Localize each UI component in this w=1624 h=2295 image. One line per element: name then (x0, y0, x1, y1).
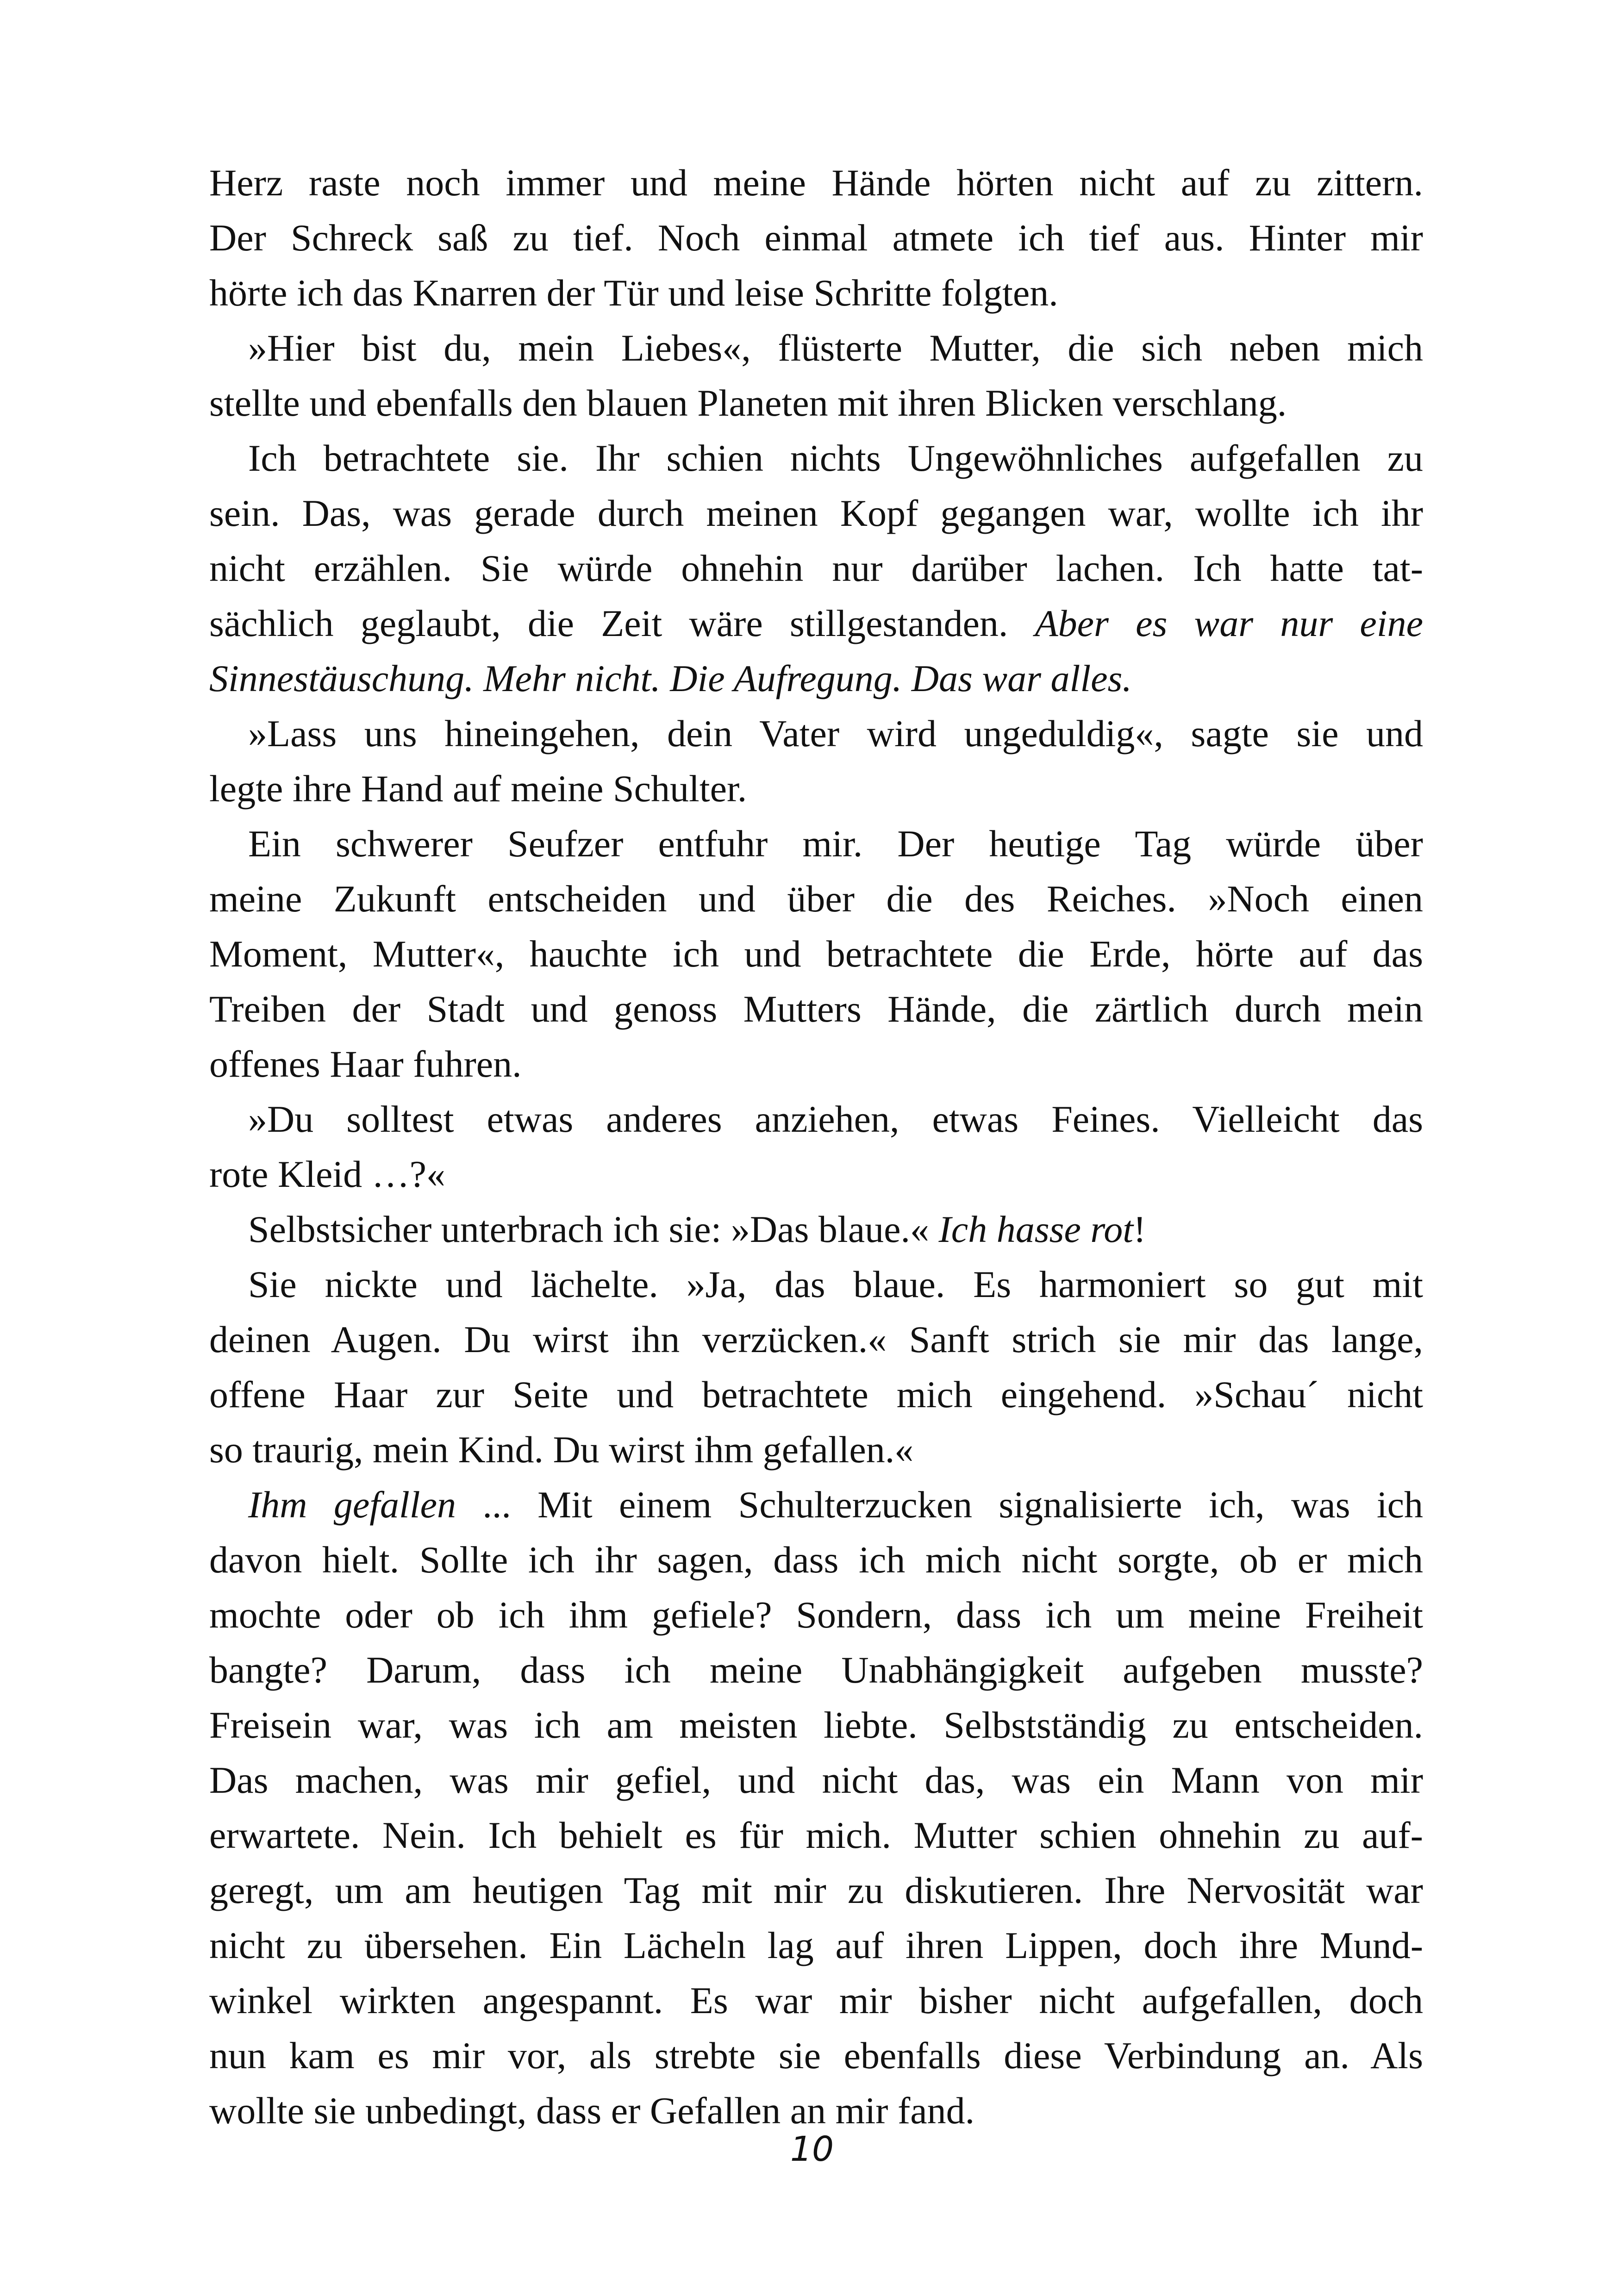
text-line: Herz raste noch immer und meine Hände hörten nicht auf zu zittern. (209, 162, 1423, 204)
italic-text: Aber es war nur eine (1035, 602, 1423, 644)
text-line: Ihm gefallen ... Mit einem Schulterzucken signalisierte ich, was ich (248, 1484, 1424, 1526)
text-line: mochte oder ob ich ihm gefiele? Sondern, dass ich um meine Freiheit (209, 1594, 1423, 1636)
text-line: meine Zukunft entscheiden und über die des Reiches. »Noch einen (209, 878, 1423, 920)
body-text (209, 155, 1423, 2138)
italic-text: Ich hasse rot (938, 1208, 1134, 1250)
text-line: sächlich geglaubt, die Zeit wäre stillgestanden. Aber es war nur eine (209, 602, 1423, 644)
text-line: stellte und ebenfalls den blauen Planeten mit ihren Blicken verschlang. (209, 382, 1287, 424)
text-line: Sinnestäuschung. Mehr nicht. Die Aufregung. Das war alles. (209, 657, 1132, 699)
text-line: hörte ich das Knarren der Tür und leise Schritte folgten. (209, 272, 1058, 314)
text-line: »Hier bist du, mein Liebes«, flüsterte Mutter, die sich neben mich (248, 327, 1423, 369)
text-line: deinen Augen. Du wirst ihn verzücken.« Sanft strich sie mir das lange, (209, 1318, 1423, 1360)
text-line: sein. Das, was gerade durch meinen Kopf gegangen war, wollte ich ihr (209, 492, 1423, 534)
text-line: legte ihre Hand auf meine Schulter. (209, 767, 747, 810)
text-line: nun kam es mir vor, als strebte sie ebenfalls diese Verbindung an. Als (209, 2034, 1423, 2077)
text-line: Der Schreck saß zu tief. Noch einmal atmete ich tief aus. Hinter mir (209, 217, 1423, 259)
text-line: so traurig, mein Kind. Du wirst ihm gefallen.« (209, 1428, 914, 1471)
text-line: Sie nickte und lächelte. »Ja, das blaue. Es harmoniert so gut mit (248, 1263, 1423, 1305)
text-line: winkel wirkten angespannt. Es war mir bisher nicht aufgefallen, doch (209, 1979, 1423, 2021)
text-line: »Lass uns hineingehen, dein Vater wird ungeduldig«, sagte sie und (248, 712, 1423, 755)
text-line: geregt, um am heutigen Tag mit mir zu diskutieren. Ihre Nervosität war (209, 1869, 1423, 1911)
italic-text: Ihm gefallen (248, 1484, 456, 1526)
text-line: offenes Haar fuhren. (209, 1043, 522, 1085)
text-line: Das machen, was mir gefiel, und nicht das, was ein Mann von mir (209, 1759, 1423, 1801)
text-line: Ein schwerer Seufzer entfuhr mir. Der heutige Tag würde über (248, 823, 1423, 865)
text-line: »Du solltest etwas anderes anziehen, etwas Feines. Vielleicht das (248, 1098, 1423, 1140)
text-line: nicht zu übersehen. Ein Lächeln lag auf ihren Lippen, doch ihre Mund- (209, 1924, 1423, 1966)
text-line: nicht erzählen. Sie würde ohnehin nur darüber lachen. Ich hatte tat- (209, 547, 1423, 589)
page-number: 10 (790, 2129, 834, 2169)
text-line: offene Haar zur Seite und betrachtete mich eingehend. »Schau´ nicht (209, 1373, 1423, 1416)
text-line: rote Kleid …?« (209, 1153, 446, 1195)
text-line: erwartete. Nein. Ich behielt es für mich. Mutter schien ohnehin zu auf- (209, 1814, 1423, 1856)
text-line: Selbstsicher unterbrach ich sie: »Das blaue.« Ich hasse rot! (248, 1208, 1146, 1250)
text-line: davon hielt. Sollte ich ihr sagen, dass ich mich nicht sorgte, ob er mich (209, 1539, 1423, 1581)
text-line: Treiben der Stadt und genoss Mutters Hände, die zärtlich durch mein (209, 988, 1423, 1030)
text-line: Freisein war, was ich am meisten liebte. Selbstständig zu entscheiden. (209, 1704, 1423, 1746)
text-line: Moment, Mutter«, hauchte ich und betrachtete die Erde, hörte auf das (209, 933, 1423, 975)
text-line: Ich betrachtete sie. Ihr schien nichts Ungewöhnliches aufgefallen zu (248, 437, 1423, 479)
text-line: bangte? Darum, dass ich meine Unabhängigkeit aufgeben musste? (209, 1649, 1423, 1691)
text-line: wollte sie unbedingt, dass er Gefallen an mir fand. (209, 2089, 975, 2132)
